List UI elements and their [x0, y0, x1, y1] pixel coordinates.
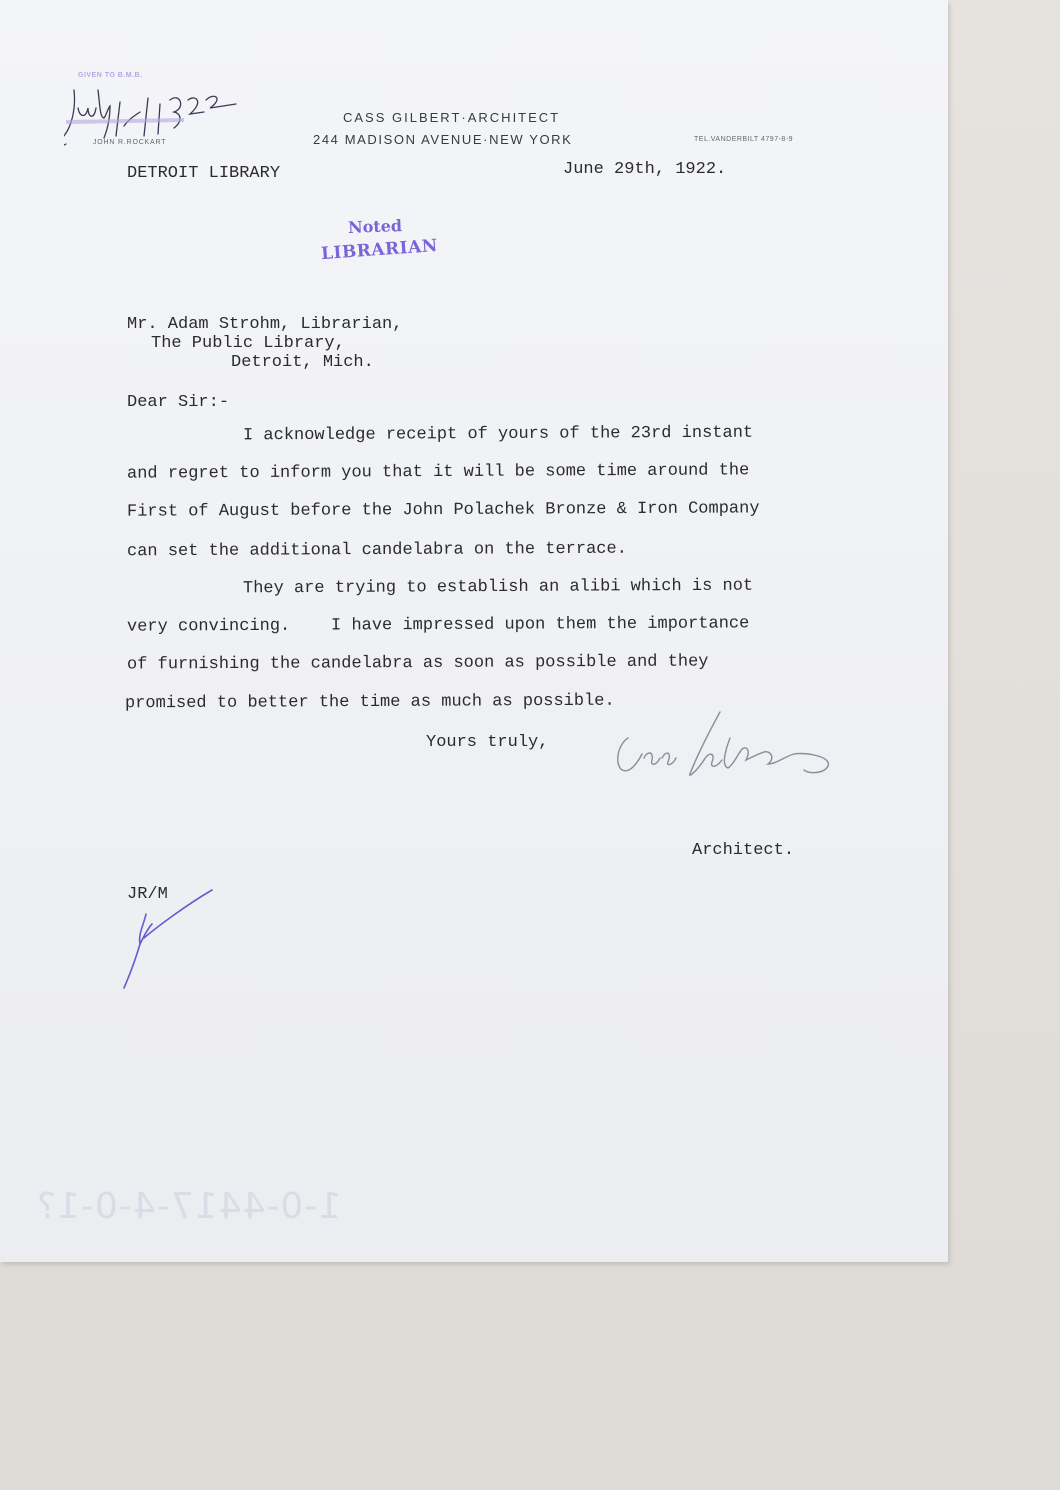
received-stamp: GIVEN TO B.M.B. — [78, 72, 143, 79]
letter-date: June 29th, 1922. — [563, 160, 727, 179]
typist-initials: JR/M — [127, 885, 168, 904]
body-line: and regret to inform you that it will be some time around the — [126, 461, 750, 484]
letterhead-firm: CASS GILBERT·ARCHITECT — [343, 110, 561, 125]
handwritten-date — [64, 78, 244, 158]
faded-bleed-through-marking: 1-0-4417-4-0-1? — [36, 1186, 342, 1227]
salutation: Dear Sir:- — [127, 393, 230, 412]
addressee-line: Mr. Adam Strohm, Librarian, — [127, 315, 403, 334]
body-line: very convincing. I have impressed upon them the importance — [126, 614, 750, 637]
body-line: They are trying to establish an alibi which is not — [242, 576, 754, 599]
body-line: First of August before the John Polachek Bronze & Iron Company — [126, 499, 760, 522]
letterhead-address: 244 MADISON AVENUE·NEW YORK — [313, 132, 573, 147]
closing: Yours truly, — [426, 733, 549, 752]
body-line: of furnishing the candelabra as soon as possible and they — [126, 652, 709, 675]
letterhead-staff-name: JOHN R.ROCKART — [93, 139, 167, 146]
body-line: promised to better the time as much as possible. — [124, 691, 615, 714]
file-label: DETROIT LIBRARY — [127, 164, 281, 183]
librarian-stamp: LIBRARIAN — [320, 235, 439, 265]
signature — [604, 708, 844, 788]
letterhead-telephone: TEL.VANDERBILT 4797-8-9 — [694, 136, 794, 143]
addressee-line: The Public Library, — [151, 334, 345, 353]
signatory-title: Architect. — [692, 841, 795, 860]
checkmark-icon — [118, 884, 228, 994]
addressee-line: Detroit, Mich. — [231, 353, 374, 372]
body-line: can set the additional candelabra on the terrace. — [126, 539, 627, 562]
body-line: I acknowledge receipt of yours of the 23rd instant — [242, 423, 754, 446]
noted-stamp: Noted — [347, 216, 403, 237]
